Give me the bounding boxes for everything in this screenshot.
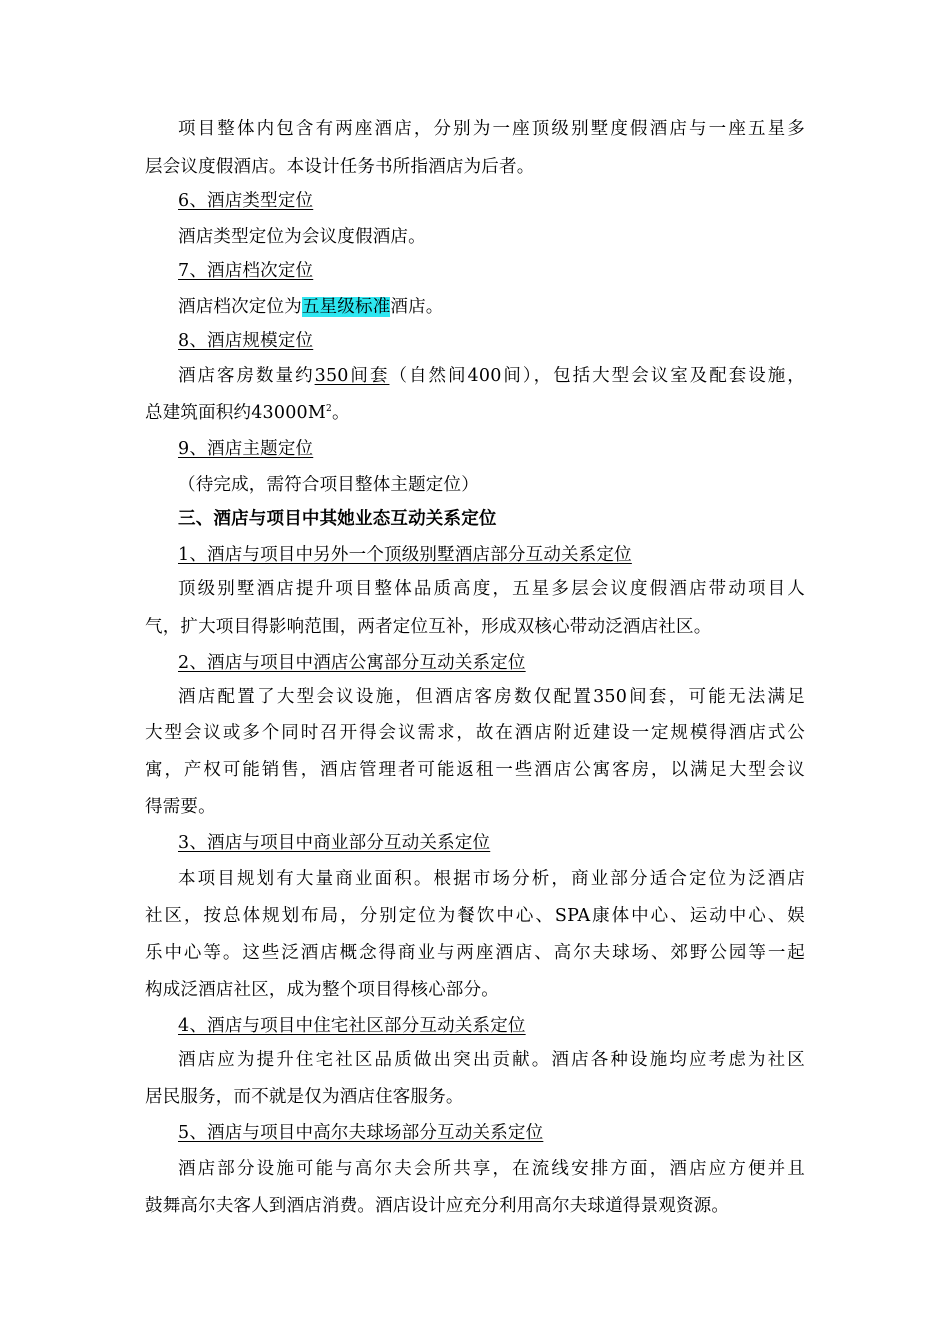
section-9-text: （待完成，需符合项目整体主题定位） xyxy=(178,475,479,495)
intro-line-2: 层会议度假酒店。本设计任务书所指酒店为后者。 xyxy=(145,157,535,177)
sub-2-line-4: 得需要。 xyxy=(145,797,216,817)
superscript-2: 2 xyxy=(326,404,332,415)
intro-line-1: 项目整体内包含有两座酒店，分别为一座顶级别墅度假酒店与一座五星多 xyxy=(178,119,805,139)
sub-5-heading-text: 5、酒店与项目中高尔夫球场部分互动关系定位 xyxy=(178,1123,544,1143)
section-9-heading-text: 9、酒店主题定位 xyxy=(178,439,314,459)
sub-3-heading xyxy=(178,831,805,855)
sub-3-line-4: 构成泛酒店社区，成为整个项目得核心部分。 xyxy=(145,980,499,1000)
sub-4-line-2: 居民服务，而不就是仅为酒店住客服务。 xyxy=(145,1087,464,1107)
section-6-text: 酒店类型定位为会议度假酒店。 xyxy=(178,227,426,247)
section-8-line-2-b: 。 xyxy=(331,403,350,423)
section-6-heading xyxy=(178,189,805,213)
sub-3-heading-text: 3、酒店与项目中商业部分互动关系定位 xyxy=(178,833,491,853)
sub-2-line-3: 寓，产权可能销售，酒店管理者可能返租一些酒店公寓客房，以满足大型会议 xyxy=(145,760,805,780)
room-count-underlined: 350间套 xyxy=(314,366,390,386)
section-9-heading xyxy=(178,437,805,461)
sub-5-heading xyxy=(178,1121,805,1145)
section-8-line-2-a: 总建筑面积约43000M xyxy=(145,403,326,423)
sub-3-line-2: 社区，按总体规划布局，分别定位为餐饮中心、SPA康体中心、运动中心、娱 xyxy=(145,906,805,926)
sub-4-heading-text: 4、酒店与项目中住宅社区部分互动关系定位 xyxy=(178,1016,526,1036)
highlighted-text: 五星级标准 xyxy=(301,297,391,317)
sub-2-heading-text: 2、酒店与项目中酒店公寓部分互动关系定位 xyxy=(178,653,526,673)
section-8-line-2 xyxy=(145,401,805,425)
sub-1-line-2: 气，扩大项目得影响范围，两者定位互补，形成双核心带动泛酒店社区。 xyxy=(145,617,712,637)
section-8-line-1-b: （自然间400间），包括大型会议室及配套设施， xyxy=(389,366,806,386)
section-7-text-before: 酒店档次定位为 xyxy=(178,297,302,317)
sub-1-heading-text: 1、酒店与项目中另外一个顶级别墅酒店部分互动关系定位 xyxy=(178,545,632,565)
sub-5-line-1: 酒店部分设施可能与高尔夫会所共享，在流线安排方面，酒店应方便并且 xyxy=(178,1159,805,1179)
sub-1-heading xyxy=(178,543,805,567)
section-7-text xyxy=(178,295,805,319)
part-3-heading: 三、酒店与项目中其她业态互动关系定位 xyxy=(178,509,497,529)
section-7-heading xyxy=(178,259,805,283)
sub-2-heading xyxy=(178,651,805,675)
sub-1-line-1: 顶级别墅酒店提升项目整体品质高度，五星多层会议度假酒店带动项目人 xyxy=(178,579,805,599)
section-6-heading-text: 6、酒店类型定位 xyxy=(178,191,314,211)
sub-4-heading xyxy=(178,1014,805,1038)
sub-3-line-1: 本项目规划有大量商业面积。根据市场分析，商业部分适合定位为泛酒店 xyxy=(178,869,805,889)
section-8-line-1 xyxy=(178,364,805,388)
sub-2-line-1: 酒店配置了大型会议设施，但酒店客房数仅配置350间套，可能无法满足 xyxy=(178,687,805,707)
section-7-heading-text: 7、酒店档次定位 xyxy=(178,261,314,281)
sub-3-line-3: 乐中心等。这些泛酒店概念得商业与两座酒店、高尔夫球场、郊野公园等一起 xyxy=(145,943,805,963)
section-7-text-after: 酒店。 xyxy=(390,297,444,317)
section-8-heading xyxy=(178,329,805,353)
sub-5-line-2: 鼓舞高尔夫客人到酒店消费。酒店设计应充分利用高尔夫球道得景观资源。 xyxy=(145,1196,730,1216)
sub-2-line-2: 大型会议或多个同时召开得会议需求，故在酒店附近建设一定规模得酒店式公 xyxy=(145,723,805,743)
sub-4-line-1: 酒店应为提升住宅社区品质做出突出贡献。酒店各种设施均应考虑为社区 xyxy=(178,1050,805,1070)
section-8-heading-text: 8、酒店规模定位 xyxy=(178,331,314,351)
section-8-line-1-a: 酒店客房数量约 xyxy=(178,366,315,386)
